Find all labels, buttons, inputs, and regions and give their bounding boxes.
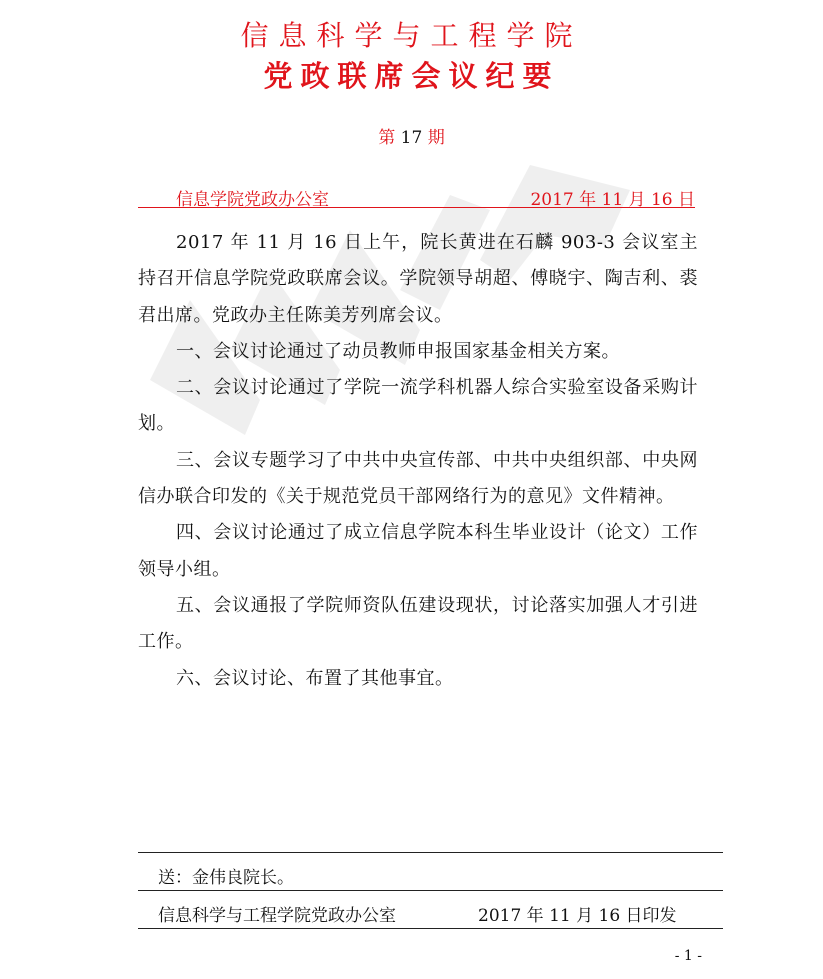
page-number: - 1 -: [674, 948, 702, 964]
document-title: 党政联席会议纪要: [263, 59, 560, 93]
send-to: 送：金伟良院长。: [158, 868, 294, 888]
footer-divider-top: [138, 852, 723, 853]
footer-issuer-office: 信息科学与工程学院党政办公室: [158, 906, 396, 926]
paragraph-item-4: 四、会议讨论通过了成立信息学院本科生毕业设计（论文）工作领导小组。: [138, 522, 698, 580]
issue-suffix: 期: [427, 128, 445, 148]
issue-date: 2017 年 11 月 16 日: [530, 190, 695, 210]
paragraph-item-6: 六、会议讨论、布置了其他事宜。: [176, 667, 454, 689]
issuer-line: [138, 183, 695, 208]
footer-divider-bottom: [138, 928, 723, 929]
paragraph-item-3: 三、会议专题学习了中共中央宣传部、中共中央组织部、中央网信办联合印发的《关于规范党员干部网络行为的意见》文件精神。: [138, 449, 698, 508]
paragraph-intro: 2017 年 11 月 16 日上午，院长黄进在石麟 903-3 会议室主持召开信息学院党政联席会议。学院领导胡超、傅晓宇、陶吉利、裘君出席。党政办主任陈美芳列席会议。: [138, 232, 698, 326]
issue-prefix: 第: [378, 128, 396, 148]
footer-issue-date: 2017 年 11 月 16 日印发: [478, 906, 677, 926]
minutes-body: [138, 225, 698, 697]
issue-number-value: 17: [400, 128, 423, 148]
footer-divider-middle: [138, 890, 723, 891]
paragraph-item-1: 一、会议讨论通过了动员教师申报国家基金相关方案。: [176, 340, 620, 362]
paragraph-item-5: 五、会议通报了学院师资队伍建设现状，讨论落实加强人才引进工作。: [138, 594, 698, 653]
paragraph-item-2: 二、会议讨论通过了学院一流学科机器人综合实验室设备采购计划。: [138, 377, 698, 435]
header-organization: 信息科学与工程学院: [240, 19, 583, 52]
issue-number: [0, 123, 823, 148]
issuer-office: 信息学院党政办公室: [176, 190, 329, 210]
